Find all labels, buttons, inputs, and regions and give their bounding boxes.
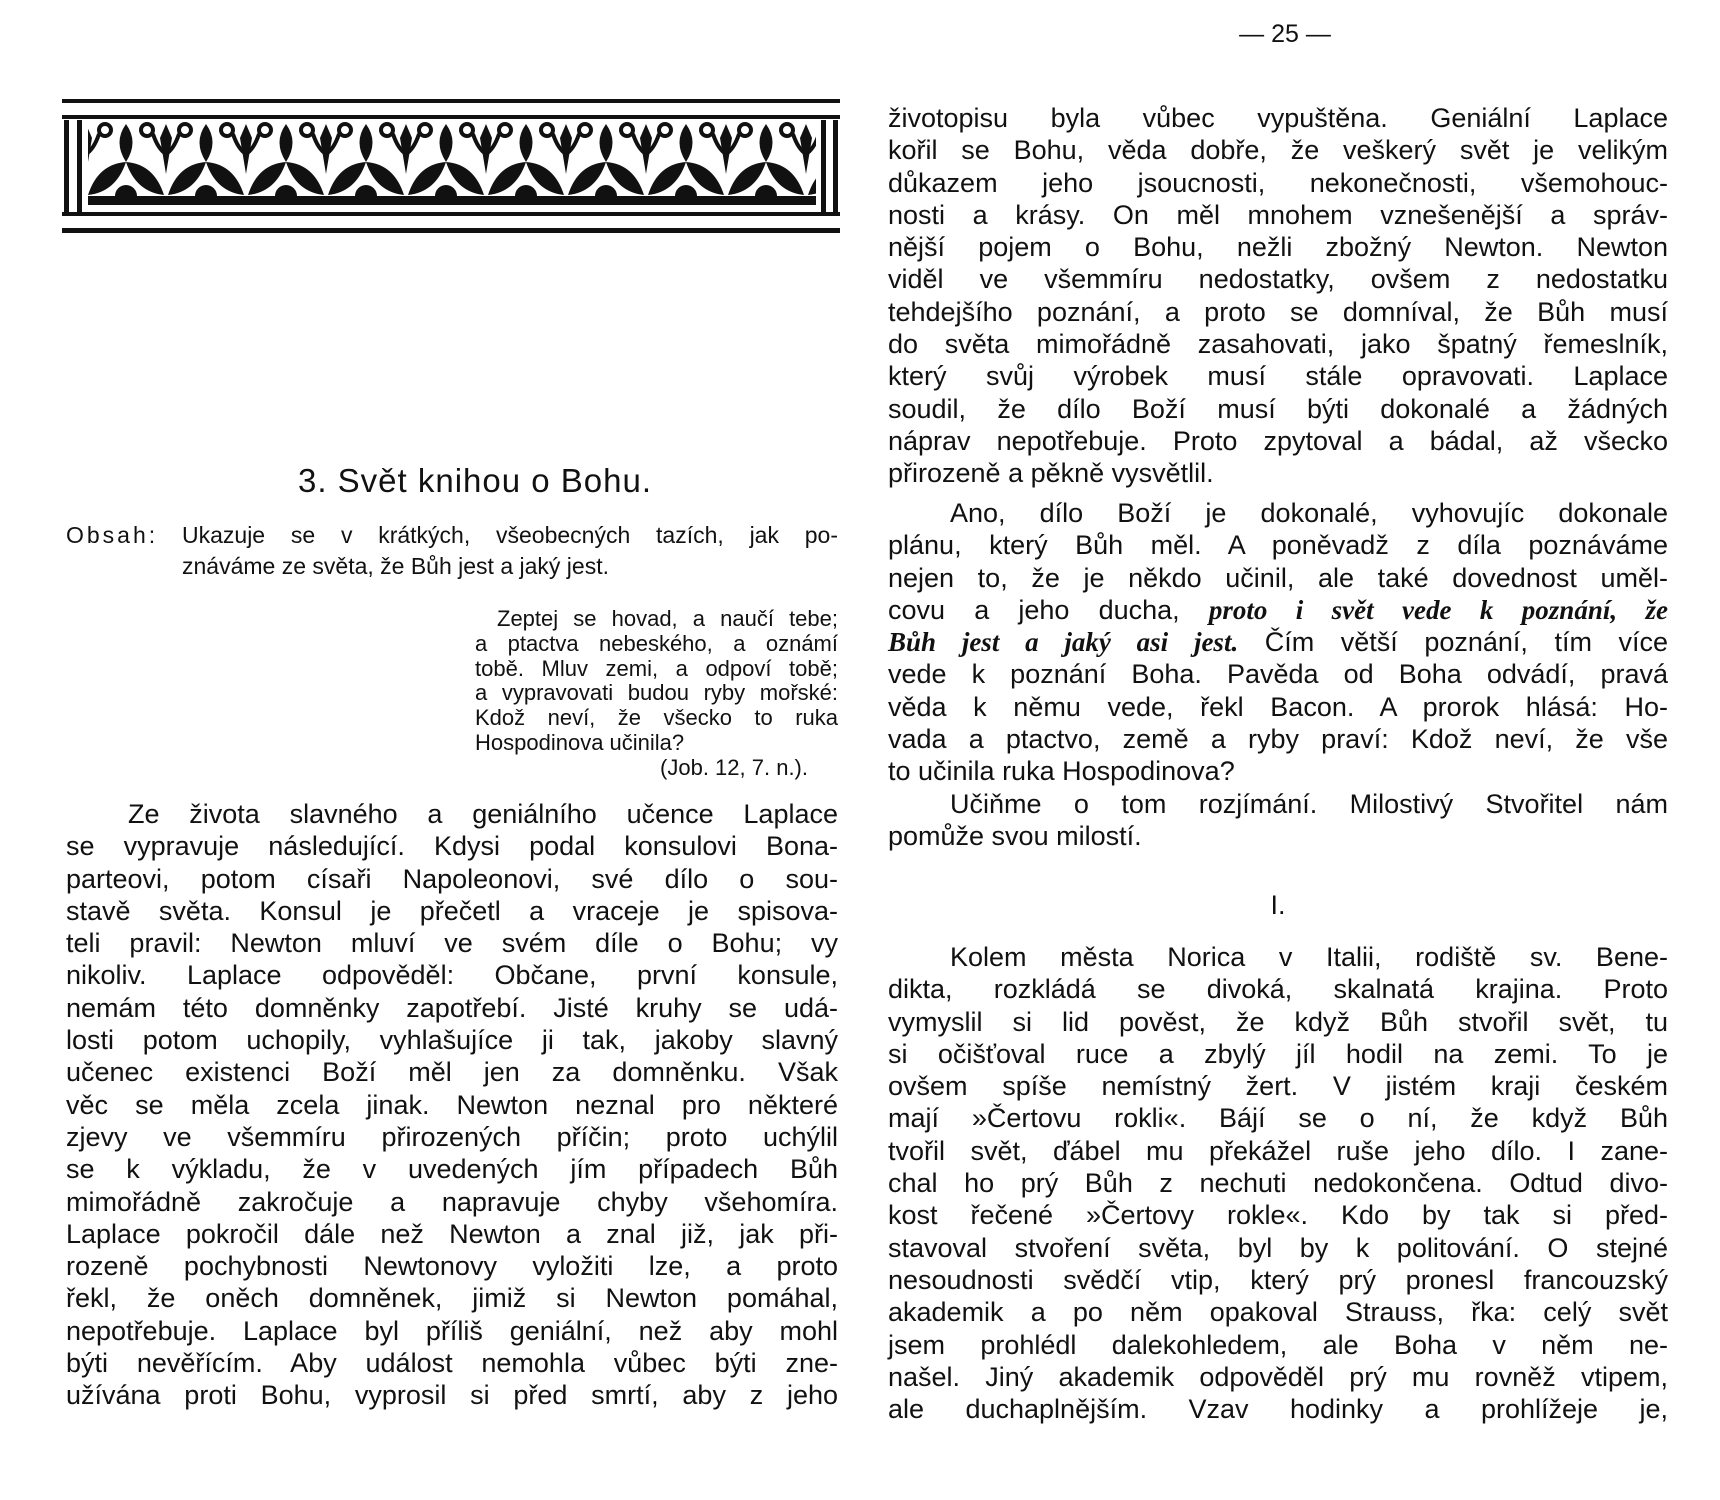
- text-segment: Čím větší poznání, tím více: [1238, 627, 1668, 658]
- text-line: nemám této domněnky zapotřebí. Jisté kruhy se udá-: [66, 992, 838, 1023]
- text-line: [888, 594, 1668, 626]
- text-line: rozeně pochybnosti Newtonovy vyložiti lze, a proto: [66, 1251, 838, 1282]
- text-line: soudil, že dílo Boží musí býti dokonalé a žádných: [888, 393, 1668, 424]
- text-line: životopisu byla vůbec vypuštěna. Geniální Laplace: [888, 103, 1668, 133]
- text-line: nější pojem o Bohu, nežli zbožný Newton. Newton: [888, 232, 1668, 263]
- text-line: Laplace pokročil dále než Newton a znal již, jak při-: [66, 1218, 838, 1249]
- emphasized-text: Bůh jest a jaký asi jest.: [888, 627, 1239, 658]
- text-line: nikoliv. Laplace odpověděl: Občane, první konsule,: [66, 960, 838, 991]
- text-line: teli pravil: Newton mluví ve svém díle o Bohu; vy: [66, 928, 838, 959]
- text-line: parteovi, potom císaři Napoleonovi, své dílo o sou-: [66, 863, 838, 894]
- text-line: se k výkladu, že v uvedených jím případech Bůh: [66, 1154, 838, 1185]
- text-line: jsem prohlédl dalekohledem, ale Boha v něm ne-: [888, 1329, 1668, 1360]
- text-line: vymyslil si lid pověst, že když Bůh stvořil svět, tu: [888, 1006, 1668, 1037]
- text-line: užívána proti Bohu, vyprosil si před smrtí, aby z jeho: [66, 1380, 838, 1411]
- text-line: nejen to, že je někdo učinil, ale také dovednost uměl-: [888, 562, 1668, 593]
- text-line: stavě světa. Konsul je přečetl a vraceje je spisova-: [66, 895, 838, 926]
- text-line: ovšem spíše nemístný žert. V jistém kraji českém: [888, 1071, 1668, 1102]
- text-line: věda k němu vede, řekl Bacon. A prorok hlásá: Ho-: [888, 691, 1668, 722]
- text-line: který svůj výrobek musí stále opravovati. Laplace: [888, 361, 1668, 392]
- quote-line: a vypravovati budou ryby mořské:: [475, 680, 838, 706]
- text-line: losti potom uchopily, vyhlašujíce ji tak, jakoby slavný: [66, 1025, 838, 1056]
- summary-line: Ukazuje se v krátkých, všeobecných tazích, jak po-: [182, 522, 838, 548]
- text-line: do světa mimořádně zasahovati, jako špatný řemeslník,: [888, 329, 1668, 360]
- text-line: nosti a krásy. On měl mnohem vznešenější a správ-: [888, 199, 1668, 230]
- summary-line: znáváme ze světa, že Bůh jest a jaký jest.: [182, 553, 609, 579]
- text-line: mimořádně zakročuje a napravuje chyby všehomíra.: [66, 1186, 838, 1217]
- summary-label: Obsah:: [66, 522, 159, 548]
- text-line: věc se měla zcela jinak. Newton neznal pro některé: [66, 1089, 838, 1120]
- left-column-paragraph: [66, 798, 838, 1412]
- text-line: nepotřebuje. Laplace byl příliš geniální, než aby mohl: [66, 1315, 838, 1346]
- page-number: — 25 —: [1239, 20, 1331, 48]
- text-line: náprav nepotřebuje. Proto zpytoval a bádal, až všecko: [888, 425, 1668, 456]
- quote-line: Kdož neví, že všecko to ruka: [475, 705, 838, 731]
- text-line: viděl ve všemmíru nedostatky, ovšem z nedostatku: [888, 264, 1668, 295]
- right-column-paragraph: [888, 102, 1668, 490]
- quote-line: Hospodinova učinila?: [475, 729, 685, 755]
- right-column-paragraph: [888, 788, 1668, 853]
- text-line: vede k poznání Boha. Pavěda od Boha odvádí, pravá: [888, 659, 1668, 690]
- quote-citation: (Job. 12, 7. n.).: [660, 754, 808, 780]
- text-line: tvořil svět, ďábel mu překážel ruše jeho dílo. I zane-: [888, 1135, 1668, 1166]
- text-line: ale duchaplnějším. Vzav hodinky a prohlížeje je,: [888, 1394, 1668, 1425]
- text-line: to učinila ruka Hospodinova?: [888, 756, 1235, 787]
- quote-line: a ptactva nebeského, a oznámí: [475, 630, 838, 656]
- text-line: stavoval stvoření světa, byl by k politování. O stejné: [888, 1232, 1668, 1263]
- chapter-summary: [66, 520, 838, 582]
- right-column-paragraph: [888, 941, 1668, 1425]
- text-line: důkazem jeho jsoucnosti, nekonečnosti, všemohouc-: [888, 167, 1668, 198]
- text-line: kost řečené »Čertovy rokle«. Kdo by tak si před-: [888, 1200, 1668, 1231]
- text-line: zjevy ve všemmíru přirozených příčin; proto uchýlil: [66, 1121, 838, 1152]
- text-line: Ze života slavného a geniálního učence Laplace: [128, 799, 838, 829]
- text-line: nesoudnosti svědčí vtip, který prý pronesl francouzský: [888, 1264, 1668, 1295]
- text-line: Učiňme o tom rozjímání. Milostivý Stvořitel nám: [950, 789, 1668, 819]
- quote-line: Zeptej se hovad, a naučí tebe;: [497, 606, 838, 631]
- text-line: [888, 626, 1668, 658]
- text-line: kořil se Bohu, věda dobře, že veškerý svět je velikým: [888, 135, 1668, 166]
- epigraph-quote: [475, 607, 838, 781]
- section-number: I.: [1270, 890, 1286, 920]
- text-line: vada a ptactvo, země a ryby praví: Kdož neví, že vše: [888, 724, 1668, 755]
- text-line: se vypravuje následující. Kdysi podal konsulovi Bona-: [66, 831, 838, 862]
- text-line: býti nevěřícím. Aby událost nemohla vůbec býti zne-: [66, 1348, 838, 1379]
- text-line: pomůže svou milostí.: [888, 821, 1142, 852]
- text-line: plánu, který Bůh měl. A poněvadž z díla poznáváme: [888, 530, 1668, 561]
- right-column-paragraph: [888, 497, 1668, 788]
- text-line: si očišťoval ruce a zbylý jíl hodil na zemi. To je: [888, 1038, 1668, 1069]
- text-line: akademik a po něm opakoval Strauss, řka: celý svět: [888, 1297, 1668, 1328]
- text-line: Kolem města Norica v Italii, rodiště sv. Bene-: [950, 942, 1668, 972]
- text-segment: covu a jeho ducha,: [888, 594, 1209, 625]
- text-line: řekl, že oněch domněnek, jimiž si Newton pomáhal,: [66, 1283, 838, 1314]
- text-line: tehdejšího poznání, a proto se domníval, že Bůh musí: [888, 296, 1668, 327]
- text-line: Ano, dílo Boží je dokonalé, vyhovujíc dokonale: [950, 498, 1668, 528]
- emphasized-text: proto i svět vede k poznání, že: [1208, 594, 1668, 625]
- text-line: mají »Čertovu rokli«. Bájí se o ní, že když Bůh: [888, 1103, 1668, 1134]
- text-line: učenec existenci Boží měl jen za domněnku. Však: [66, 1057, 838, 1088]
- quote-line: tobě. Mluv zemi, a odpoví tobě;: [475, 655, 838, 681]
- text-line: chal ho prý Bůh z nechuti nedokončena. Odtud divo-: [888, 1168, 1668, 1199]
- ornamental-header-band: [60, 94, 842, 236]
- text-line: přirozeně a pěkně vysvětlil.: [888, 458, 1214, 489]
- text-line: našel. Jiný akademik odpověděl prý mu rovněž vtipem,: [888, 1361, 1668, 1392]
- chapter-heading: 3. Svět knihou o Bohu.: [297, 462, 653, 499]
- text-line: dikta, rozkládá se divoká, skalnatá krajina. Proto: [888, 974, 1668, 1005]
